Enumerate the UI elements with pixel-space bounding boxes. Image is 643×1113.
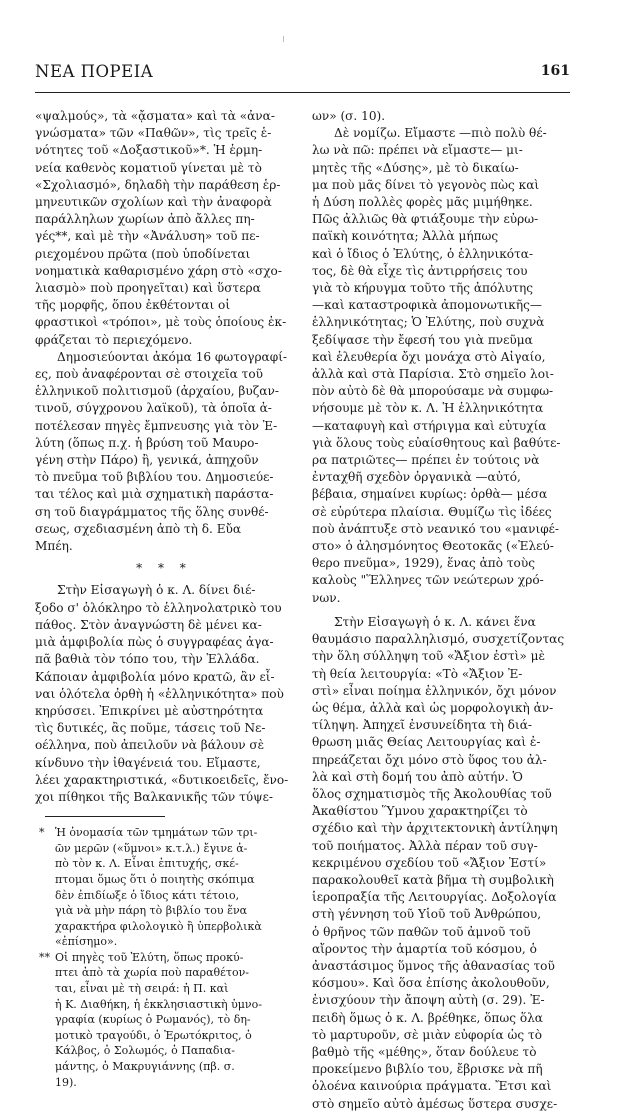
text-line: ποὺ ἀνάπτυξε στὸ νεανικό του «μανιφέ-: [312, 521, 560, 536]
text-line: χαρακτήρα φιλολογικὸ ἢ ὑπερβολικὰ: [55, 919, 262, 933]
text-line: γένη στὴν Πάρο) ἢ, γενικά, ἀπηχοῦν: [35, 453, 259, 468]
text-line: ων» (σ. 10).: [312, 109, 386, 123]
text-line: κίνδυνο τὴν ἰθαγένειά του. Εἴμαστε,: [35, 755, 261, 770]
text-line: ἑλληνικότητας; Ὁ Ἐλύτης, ποὺ συχνὰ: [312, 315, 545, 330]
print-mark: [283, 36, 284, 42]
running-header: [35, 62, 570, 88]
footnote-mark: *: [39, 826, 45, 840]
text-line: ξεδίψασε τὴν ἔφεσή του γιὰ πνεῦμα: [312, 332, 533, 347]
text-line: Ἡ ὀνομασία τῶν τμημάτων τῶν τρι-: [55, 826, 258, 840]
text-line: γραφία (κυρίως ὁ Ρωμανός), τὸ δη-: [55, 1013, 251, 1027]
text-line: πάθος. Στὸν ἀναγνώστη δὲ μένει κα-: [35, 617, 262, 632]
text-line: ες, ποὺ ἀναφέρονται σὲ στοιχεῖα τοῦ: [35, 367, 263, 382]
text-line: γές**, καὶ μὲ τὴν «Ἀνάλυση» τοῦ πε-: [35, 229, 260, 244]
text-line: «ἐπίσημο».: [55, 935, 118, 949]
text-line: ἑλληνικοῦ πολιτισμοῦ (ἀρχαίου, βυζαν-: [35, 384, 279, 399]
text-line: ση τοῦ διαγράμματος τῆς ὅλης συνθέ-: [35, 504, 269, 519]
text-line: —καὶ καταστροφικὰ ἀπομονωτικῆς—: [312, 298, 542, 313]
text-line: λιασμὸ» ποὺ προηγεῖται) καὶ ὕστερα: [35, 281, 261, 296]
text-line: μηνευτικῶν σχολίων καὶ τὴν ἀναφορὰ: [35, 195, 272, 210]
text-line: τὸ πνεῦμα τοῦ βιβλίου του. Δημοσιεύε-: [35, 470, 274, 485]
text-line: κόσμου». Καὶ ὅσα ἐπίσης ἀκολουθοῦν,: [312, 976, 550, 991]
text-line: γιὰ ὅλους τοὺς εὐαίσθητους καὶ βαθύτε-: [312, 435, 561, 450]
text-line: σὲ εὐρύτερα πλαίσια. Θυμίζω τὶς ἰδέες: [312, 504, 552, 519]
paragraph: [312, 614, 570, 1113]
text-line: ἐνταχθῆ σχεδὸν ὀργανικὰ —αὐτό,: [312, 470, 521, 485]
text-line: γνώσματα» τῶν «Παθῶν», τὶς τρεῖς ἑ-: [35, 126, 272, 141]
text-line: ἐνισχύουν τὴν ἄποψη αὐτὴ (σ. 29). Ἐ-: [312, 993, 545, 1008]
paragraph: [312, 125, 570, 607]
text-line: Στὴν Εἰσαγωγὴ ὁ κ. Λ. κάνει ἕνα: [334, 614, 536, 629]
page-number: 161: [540, 63, 570, 79]
text-line: αἴροντος τὴν ἁμαρτία τοῦ κόσμου, ὁ: [312, 941, 537, 956]
text-line: παράλληλων χωρίων ἀπὸ ἄλλες πη-: [35, 212, 255, 227]
text-line: κεκριμένου σχεδίου τοῦ «Ἄξιον Ἐστί»: [312, 855, 547, 870]
section-separator: * * *: [136, 561, 192, 576]
text-line: τος, δὲ θὰ εἶχε τὶς ἀντιρρήσεις του: [312, 263, 528, 278]
text-line: λω νὰ πῶ: πρέπει νὰ εἴμαστε— μι-: [312, 143, 523, 158]
text-line: θρωση μιᾶς Θείας Λειτουργίας καὶ ἐ-: [312, 735, 541, 750]
text-line: τὸ μαρτυροῦν, σὲ μιὰν εὐφορία ὡς τὸ: [312, 1027, 543, 1042]
text-line: παρακολουθεῖ κατὰ βῆμα τὴ συμβολικὴ: [312, 872, 554, 887]
text-line: φραστικοὶ «τρόποι», μὲ τοὺς ὁποίους ἐκ-: [35, 315, 287, 330]
text-line: ἀλλὰ καὶ στὰ Παρίσια. Στὸ σημεῖο λοι-: [312, 367, 554, 382]
text-line: ἡ Δύση πολλὲς φορὲς μᾶς μιμήθηκε.: [312, 195, 533, 210]
text-line: ποτέλεσαν πηγὲς ἔμπνευσης γιὰ τὸν Ἐ-: [35, 418, 278, 433]
text-line: βέβαια, σημαίνει κυρίως: ὀρθὰ— μέσα: [312, 487, 548, 502]
text-line: ἡ Κ. Διαθήκη, ἡ ἐκκλησιαστικὴ ὑμνο-: [55, 997, 262, 1011]
text-line: τὶς δυτικές, ἂς ποῦμε, τάσεις τοῦ Νε-: [35, 721, 266, 736]
text-line: πὸν αὐτὸ δὲ θὰ μπορούσαμε νὰ συμφω-: [312, 384, 554, 399]
text-line: ρα πατριῶτες— πρέπει ἐν τούτοις νὰ: [312, 453, 540, 468]
right-column: [312, 108, 570, 1113]
text-line: καὶ ἐλευθερία ὄχι μονάχα στὸ Αἰγαίο,: [312, 349, 546, 364]
text-line: στὴ γέννηση τοῦ Υἱοῦ τοῦ Ἀνθρώπου,: [312, 907, 542, 922]
text-line: στὸ σημεῖο αὐτὸ ἀμέσως ὕστερα συσχε-: [312, 1096, 558, 1111]
text-line: Πῶς ἀλλιῶς θὰ φτιάξουμε τὴν εὐρω-: [312, 212, 539, 227]
paragraph: [35, 349, 293, 555]
text-line: γιὰ νὰ μὴν πάρη τὸ βιβλίο του ἕνα: [55, 904, 248, 918]
journal-title: ΝΕΑ ΠΟΡΕΙΑ: [35, 62, 154, 81]
footnote-mark: **: [39, 950, 50, 964]
text-line: Ἀκαθίστου Ὕμνου χαρακτηρίζει τὸ: [312, 804, 528, 819]
text-line: ὁλοένα καινούρια πράγματα. Ἔτσι καὶ: [312, 1079, 552, 1094]
text-line: —καταφυγὴ καὶ στήριγμα καὶ εὐτυχία: [312, 418, 547, 433]
text-line: βαθμὸ τῆς «μέθης», ὅταν δούλευε τὸ: [312, 1044, 537, 1059]
text-line: μα ποὺ μᾶς δίνει τὸ γεγονὸς πὼς καὶ: [312, 177, 540, 192]
text-line: τὴ θεία λειτουργία: «Τὸ «Ἄξιον Ἐ-: [312, 666, 523, 681]
text-line: τῆς μορφῆς, ὅπου ἐκθέτονται οἱ: [35, 298, 231, 313]
paragraph: [312, 108, 570, 125]
text-line: γιὰ τὸ κήρυγμα τοῦτο τῆς ἀπόλυτης: [312, 281, 533, 296]
text-line: Οἱ πηγὲς τοῦ Ἐλύτη, ὅπως προκύ-: [55, 950, 244, 964]
text-line: θαυμάσιο παραλληλισμό, συσχετίζοντας: [312, 632, 565, 647]
text-line: σχέδιο καὶ τὴν ἀρχιτεκτονικὴ ἀντίληψη: [312, 821, 558, 836]
text-line: φράζεται τὸ περιεχόμενο.: [35, 332, 193, 347]
text-line: παϊκὴ κοινότητα; Ἀλλὰ μήπως: [312, 229, 499, 244]
text-line: ναι ὁλότελα ὀρθὴ ἡ «ἑλληνικότητα» ποὺ: [35, 686, 284, 701]
text-line: πτομαι ὅμως ὅτι ὁ ποιητὴς σκόπιμα: [55, 872, 255, 886]
text-line: στὶ» εἶναι ποίημα ἑλληνικόν, ὄχι μόνον: [312, 683, 557, 698]
text-line: τινοῦ, σύγχρονου λαϊκοῦ), τὰ ὁποῖα ἀ-: [35, 401, 272, 416]
text-line: πὸ τὸν κ. Λ. Εἶναι ἐπιτυχής, σκέ-: [55, 857, 239, 871]
text-line: λέει χαρακτηριστικά, «δυτικοειδεῖς, ἔνο-: [35, 772, 289, 787]
text-line: ται, εἶναι μὲ τὴ σειρά: ἡ Π. καὶ: [55, 982, 229, 996]
text-line: ὁ θρῆνος τῶν παθῶν τοῦ ἀμνοῦ τοῦ: [312, 924, 531, 939]
text-line: νήσουμε μὲ τὸν κ. Λ. Ἡ ἑλληνικότητα: [312, 401, 544, 416]
text-line: πηρεάζεται ὄχι μόνο στὸ ὕφος του ἀλ-: [312, 752, 547, 767]
text-line: ὅλος σχηματισμὸς τῆς Ἀκολουθίας τοῦ: [312, 786, 552, 801]
text-line: μάντης, ὁ Μακρυγιάννης (πβ. σ.: [55, 1060, 235, 1074]
text-line: μοτικὸ τραγούδι, ὁ Ἐρωτόκριτος, ὁ: [55, 1028, 252, 1042]
text-line: Δὲ νομίζω. Εἴμαστε —πιὸ πολὺ θέ-: [334, 126, 547, 141]
text-line: «ψαλμούς», τὰ «ᾄσματα» καὶ τὰ «ἀνα-: [35, 109, 275, 123]
text-line: τὴν ὅλη σύλληψη τοῦ «Ἄξιον ἐστὶ» μὲ: [312, 649, 546, 664]
text-line: οέλληνα, ποὺ ἀπειλοῦν νὰ βάλουν σὲ: [35, 738, 265, 753]
text-line: νότητες τοῦ «Δοξαστικοῦ»*. Ἡ ἑρμη-: [35, 143, 263, 158]
text-line: Κάλβος, ὁ Σολωμός, ὁ Παπαδια-: [55, 1044, 236, 1058]
header-rule: [35, 92, 570, 93]
text-line: προκείμενο βιβλίο του, ἔβρισκε νὰ πῆ: [312, 1062, 543, 1077]
text-line: 19).: [55, 1075, 77, 1089]
text-line: σεως, σχεδιασμένη ἀπὸ τὴ δ. Εὔα: [35, 521, 242, 536]
text-line: λύτη (ὅπως π.χ. ἡ βρύση τοῦ Μαυρο-: [35, 435, 259, 450]
footnote: [35, 825, 293, 950]
text-line: πειδὴ ὅμως ὁ κ. Λ. βρέθηκε, ὅπως ὅλα: [312, 1010, 543, 1025]
text-line: νοηματικὰ καθαρισμένο χάρη στὸ «σχο-: [35, 263, 282, 278]
text-line: Στὴν Εἰσαγωγὴ ὁ κ. Λ. δίνει διέ-: [57, 583, 256, 598]
text-line: Δημοσιεύονται ἀκόμα 16 φωτογραφί-: [57, 349, 288, 364]
paragraph: [35, 582, 293, 806]
text-line: τίληψη. Ἀπηχεῖ ἐνσυνείδητα τὴ διά-: [312, 718, 532, 733]
left-column: [35, 108, 293, 1090]
text-line: νων.: [312, 590, 341, 605]
text-line: πτει ἀπὸ τὰ χωρία ποὺ παραθέτον-: [55, 966, 249, 980]
text-line: πᾶ βαθιὰ τὸν τόπο του, τὴν Ἑλλάδα.: [35, 652, 260, 667]
text-line: Μπέη.: [35, 539, 73, 554]
text-line: κηρύσσει. Ἐπικρίνει μὲ αὐστηρότητα: [35, 703, 264, 718]
text-line: ἀναστάσιμος ὕμνος τῆς ἀθανασίας τοῦ: [312, 958, 555, 973]
text-line: νεία καθενὸς κοματιοῦ γίνεται μὲ τὸ: [35, 160, 262, 175]
text-line: λὰ καὶ στὴ δομή του ἀπὸ αὐτήν. Ὁ: [312, 769, 523, 784]
text-line: ριεχομένου πρῶτα (ποὺ ὑποδίνεται: [35, 246, 251, 261]
text-line: ὡς θέμα, ἀλλὰ καὶ ὡς μορφολογικὴ ἀν-: [312, 700, 554, 715]
text-line: ξοδο σ' ὁλόκληρο τὸ ἑλληνολατρικὸ του: [35, 600, 282, 615]
text-line: τοῦ ποιήματος. Ἀλλὰ πέραν τοῦ συγ-: [312, 838, 538, 853]
text-line: ῶν μερῶν («ὕμνοι» κ.τ.λ.) ἔγινε ἀ-: [55, 841, 248, 855]
text-line: Κάποιαν ἀμφιβολία μόνο κρατῶ, ἂν εἶ-: [35, 669, 275, 684]
text-line: καλοὺς "Ἕλληνες τῶν νεώτερων χρό-: [312, 573, 544, 588]
text-line: «Σχολιασμό», δηλαδὴ τὴν παράθεση ἑρ-: [35, 177, 281, 192]
text-line: θερο πνεῦμα», 1929), ἕνας ἀπὸ τοὺς: [312, 556, 535, 571]
text-line: καὶ ὁ ἴδιος ὁ Ἐλύτης, ὁ ἑλληνικότα-: [312, 246, 534, 261]
text-line: χοι πίθηκοι τῆς Βαλκανικῆς τῶν τύψε-: [35, 789, 273, 804]
text-line: δὲν ἐπιδίωξε ὁ ἴδιος κάτι τέτοιο,: [55, 888, 240, 902]
text-line: ται τέλος καὶ μιὰ σχηματικὴ παράστα-: [35, 487, 274, 502]
text-line: μητὲς τῆς «Δύσης», μὲ τὸ δικαίω-: [312, 160, 519, 175]
footnote-rule: [45, 816, 165, 817]
text-line: ἱεροπραξία τῆς Λειτουργίας. Δοξολογία: [312, 890, 557, 905]
footnote: [35, 950, 293, 1090]
text-line: στο» ὁ ἀλησμόνητος Θεοτοκᾶς («Ἐλεύ-: [312, 539, 554, 554]
text-line: μιὰ ἀμφιβολία πὼς ὁ συγγραφέας ἀγα-: [35, 635, 274, 650]
paragraph: [35, 108, 293, 349]
